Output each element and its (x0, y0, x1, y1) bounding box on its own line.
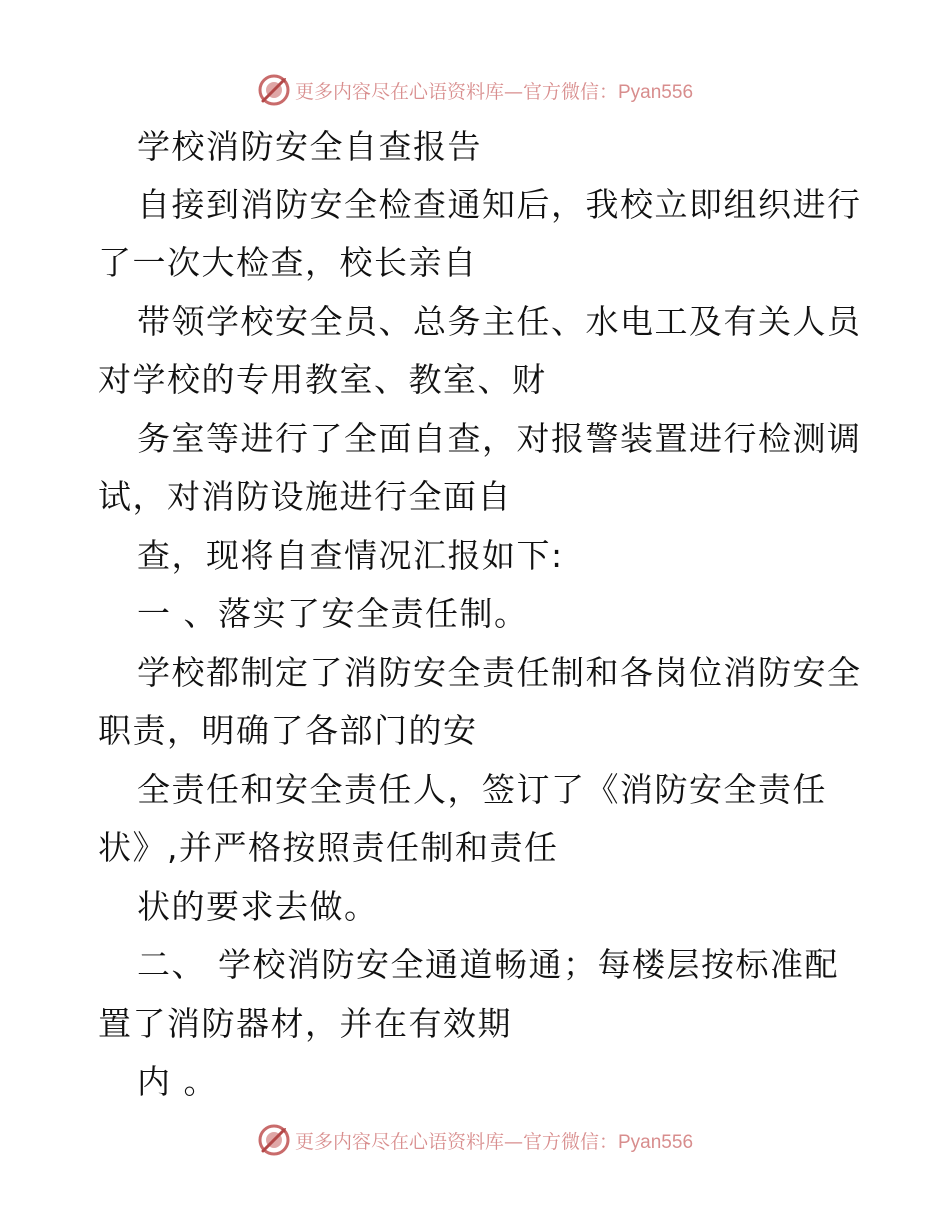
paragraph-line: 置了消防器材，并在有效期 (98, 1004, 512, 1043)
paragraph-line: 务室等进行了全面自查，对报警装置进行检测调 (137, 419, 862, 458)
paragraph-line: 学校都制定了消防安全责任制和各岗位消防安全 (137, 653, 862, 692)
brand-logo-icon (257, 1123, 291, 1157)
paragraph-line: 全责任和安全责任人，签订了《消防安全责任 (137, 770, 827, 809)
paragraph-line: 职责，明确了各部门的安 (98, 711, 478, 750)
banner-text: 更多内容尽在心语资料库—官方微信：Pyan556 (294, 1130, 694, 1153)
paragraph-line: 内 。 (137, 1062, 218, 1101)
brand-logo-icon (257, 73, 291, 107)
paragraph-line: 了一次大检查，校长亲自 (98, 243, 478, 282)
banner-text: 更多内容尽在心语资料库—官方微信：Pyan556 (294, 80, 694, 103)
footer-watermark-banner (0, 1120, 950, 1160)
banner-wechat-id: Pyan556 (618, 81, 694, 103)
paragraph-line: 试，对消防设施进行全面自 (98, 477, 512, 516)
document-title: 学校消防安全自查报告 (137, 127, 482, 166)
paragraph-line: 状》,并严格按照责任制和责任 (98, 828, 559, 867)
paragraph-line: 状的要求去做。 (137, 887, 379, 926)
paragraph-line: 自接到消防安全检查通知后，我校立即组织进行 (137, 185, 862, 224)
paragraph-line: 查，现将自查情况汇报如下: (137, 536, 564, 575)
paragraph-line: 对学校的专用教室、教室、财 (98, 360, 547, 399)
section-heading: 二、 学校消防安全通道畅通；每楼层按标准配 (137, 945, 839, 984)
section-heading: 一 、落实了安全责任制。 (137, 594, 529, 633)
paragraph-line: 带领学校安全员、总务主任、水电工及有关人员 (137, 302, 862, 341)
header-watermark-banner (0, 70, 950, 110)
banner-wechat-id: Pyan556 (618, 1131, 694, 1153)
